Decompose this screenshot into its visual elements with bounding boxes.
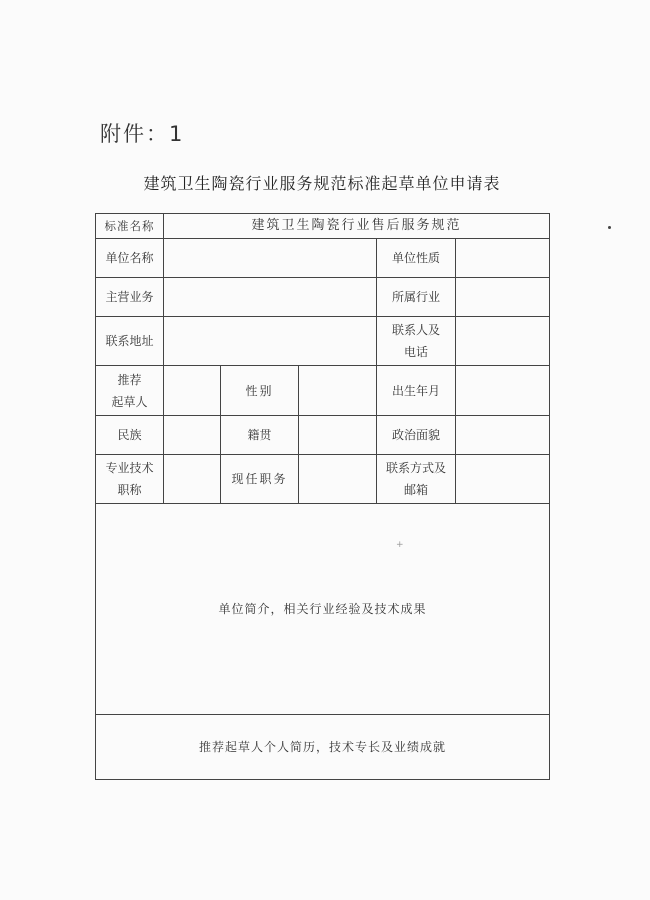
row-intro — [96, 504, 550, 715]
native-place-label: 籍贯 — [221, 416, 299, 455]
main-business-label: 主营业务 — [96, 278, 164, 317]
native-place-field[interactable] — [299, 416, 377, 455]
contact-phone-label — [377, 317, 456, 366]
row-resume — [96, 715, 550, 780]
contact-phone-field[interactable] — [456, 317, 550, 366]
ethnicity-label: 民族 — [96, 416, 164, 455]
contact-phone-label-line2: 电话 — [403, 345, 428, 359]
drafter-label-line1: 推荐 — [117, 372, 142, 387]
row-ethnicity — [96, 416, 550, 455]
political-field[interactable] — [456, 416, 550, 455]
contact-email-field[interactable] — [456, 455, 550, 504]
standard-name-value[interactable]: 建筑卫生陶瓷行业售后服务规范 — [164, 214, 550, 239]
drafter-label — [96, 366, 164, 416]
address-label: 联系地址 — [96, 317, 164, 366]
row-drafter — [96, 366, 550, 416]
scan-speck — [608, 226, 611, 229]
row-address — [96, 317, 550, 366]
tech-title-label-line2: 职称 — [117, 483, 142, 497]
contact-phone-label-line1: 联系人及 — [391, 323, 440, 337]
address-field[interactable] — [164, 317, 377, 366]
row-unit-name — [96, 239, 550, 278]
drafter-field[interactable] — [164, 366, 221, 416]
intro-section[interactable] — [96, 504, 550, 715]
tech-title-label — [96, 455, 164, 504]
form-title: 建筑卫生陶瓷行业服务规范标准起草单位申请表 — [143, 174, 501, 193]
contact-email-label-line2: 邮箱 — [403, 483, 428, 497]
main-business-field[interactable] — [164, 278, 377, 317]
gender-field[interactable] — [299, 366, 377, 416]
contact-email-label-line1: 联系方式及 — [385, 461, 446, 475]
drafter-label-line2: 起草人 — [111, 394, 148, 409]
tech-title-field[interactable] — [164, 455, 221, 504]
position-label: 现任职务 — [221, 455, 299, 504]
industry-label: 所属行业 — [377, 278, 456, 317]
resume-section[interactable] — [96, 715, 550, 780]
tech-title-label-line1: 专业技术 — [105, 461, 154, 475]
resume-label: 推荐起草人个人简历，技术专长及业绩成就 — [199, 740, 447, 754]
position-field[interactable] — [299, 455, 377, 504]
industry-field[interactable] — [456, 278, 550, 317]
political-label: 政治面貌 — [377, 416, 456, 455]
standard-name-label: 标准名称 — [96, 214, 164, 239]
intro-label: 单位简介，相关行业经验及技术成果 — [218, 602, 427, 616]
unit-name-field[interactable] — [164, 239, 377, 278]
birth-label: 出生年月 — [377, 366, 456, 416]
row-main-business — [96, 278, 550, 317]
row-standard-name — [96, 214, 550, 239]
unit-name-label: 单位名称 — [96, 239, 164, 278]
scan-mark: + — [396, 540, 404, 550]
ethnicity-field[interactable] — [164, 416, 221, 455]
row-title — [96, 455, 550, 504]
contact-email-label — [377, 455, 456, 504]
application-form-table — [95, 213, 550, 780]
unit-nature-label: 单位性质 — [377, 239, 456, 278]
attachment-label: 附件：1 — [100, 122, 185, 146]
unit-nature-field[interactable] — [456, 239, 550, 278]
birth-field[interactable] — [456, 366, 550, 416]
gender-label: 性别 — [221, 366, 299, 416]
